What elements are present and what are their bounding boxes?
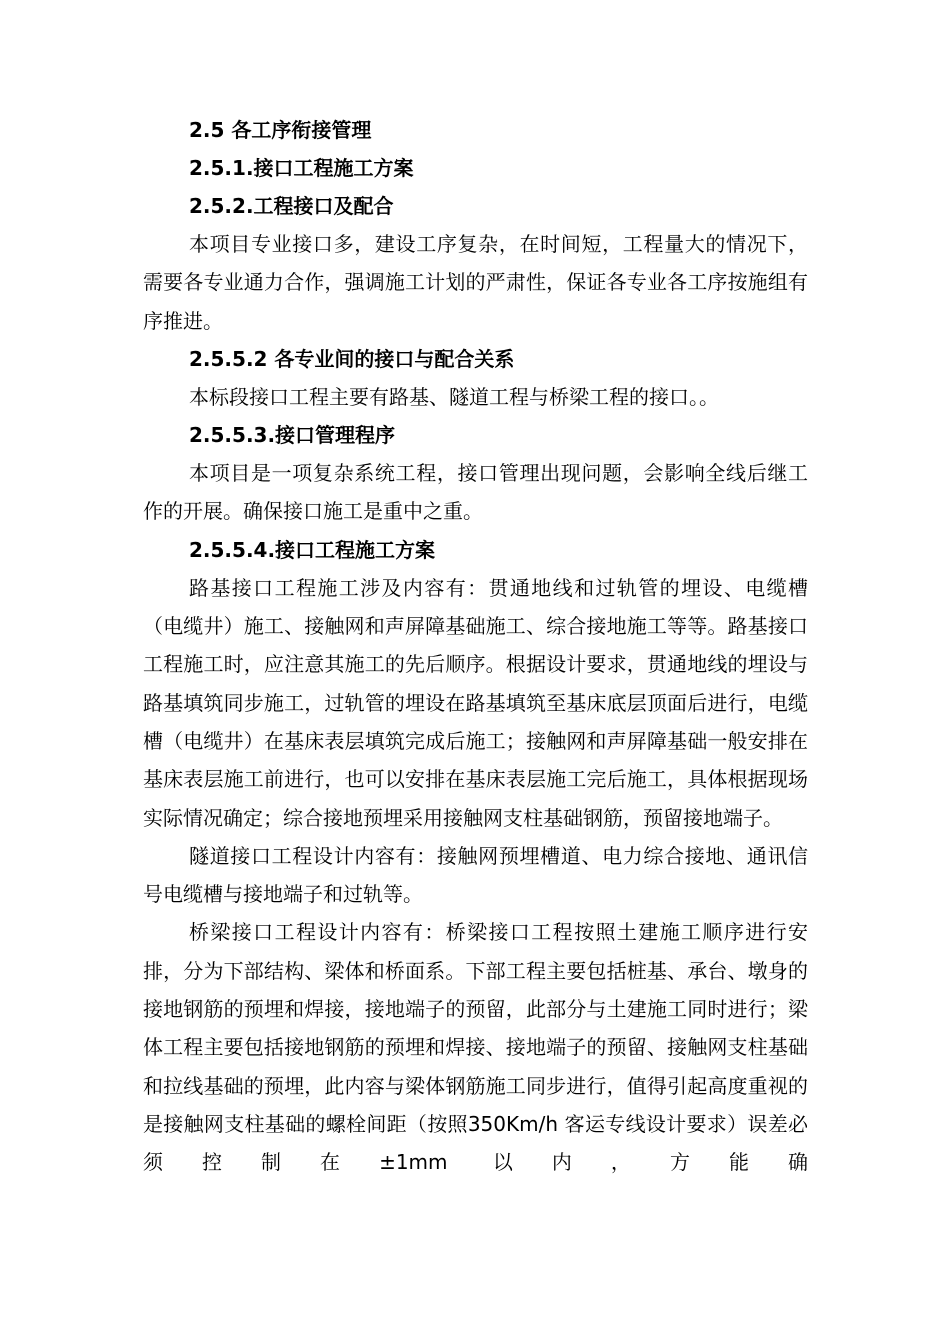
paragraph-bridge-interface: 桥梁接口工程设计内容有：桥梁接口工程按照土建施工顺序进行安排，分为下部结构、梁体和桥面系。下部工程主要包括桩基、承台、墩身的接地钢筋的预埋和焊接，接地端子的预留，此部分与土建施工同时进行；梁体工程主要包括接地钢筋的预埋和焊接、接地端子的预留、接触网支柱基础和拉线基础的预埋，此内容与梁体钢筋施工同步进行，值得引起高度重视的是接触网支柱基础的螺栓间距（按照350Km/h 客运专线设计要求）误差必须控制在±1mm 以内，方能确: [143, 920, 808, 1175]
document-page: [143, 111, 808, 1182]
heading-2-5-5-2: 2.5.5.2 各专业间的接口与配合关系: [189, 346, 515, 371]
heading-2-5-1: 2.5.1.接口工程施工方案: [189, 156, 414, 180]
heading-2-5-5-4: 2.5.5.4.接口工程施工方案: [189, 537, 436, 562]
paragraph-subgrade-interface: 路基接口工程施工涉及内容有：贯通地线和过轨管的埋设、电缆槽（电缆井）施工、接触网和声屏障基础施工、综合接地施工等等。路基接口工程施工时，应注意其施工的先后顺序。根据设计要求，贯通地线的埋设与路基填筑同步施工，过轨管的埋设在路基填筑至基床底层顶面后进行，电缆槽（电缆井）在基床表层填筑完成后施工；接触网和声屏障基础一般安排在基床表层施工前进行，也可以安排在基床表层施工完后施工，具体根据现场实际情况确定；综合接地预埋采用接触网支柱基础钢筋，预留接地端子。: [143, 575, 808, 830]
heading-2-5-5-3: 2.5.5.3.接口管理程序: [189, 423, 396, 448]
paragraph-interface-management: 本项目是一项复杂系统工程，接口管理出现问题，会影响全线后继工作的开展。确保接口施工是重中之重。: [143, 461, 808, 524]
paragraph-tunnel-interface: 隧道接口工程设计内容有：接触网预埋槽道、电力综合接地、通讯信号电缆槽与接地端子和过轨等。: [143, 843, 808, 907]
heading-2-5: 2.5 各工序衔接管理: [189, 118, 372, 142]
heading-2-5-2: 2.5.2.工程接口及配合: [189, 194, 394, 218]
paragraph-section-interfaces: 本标段接口工程主要有路基、隧道工程与桥梁工程的接口。。: [189, 384, 719, 409]
paragraph-specialty-interfaces: 本项目专业接口多，建设工序复杂，在时间短，工程量大的情况下，需要各专业通力合作，强调施工计划的严肃性，保证各专业各工序按施组有序推进。: [143, 232, 808, 333]
